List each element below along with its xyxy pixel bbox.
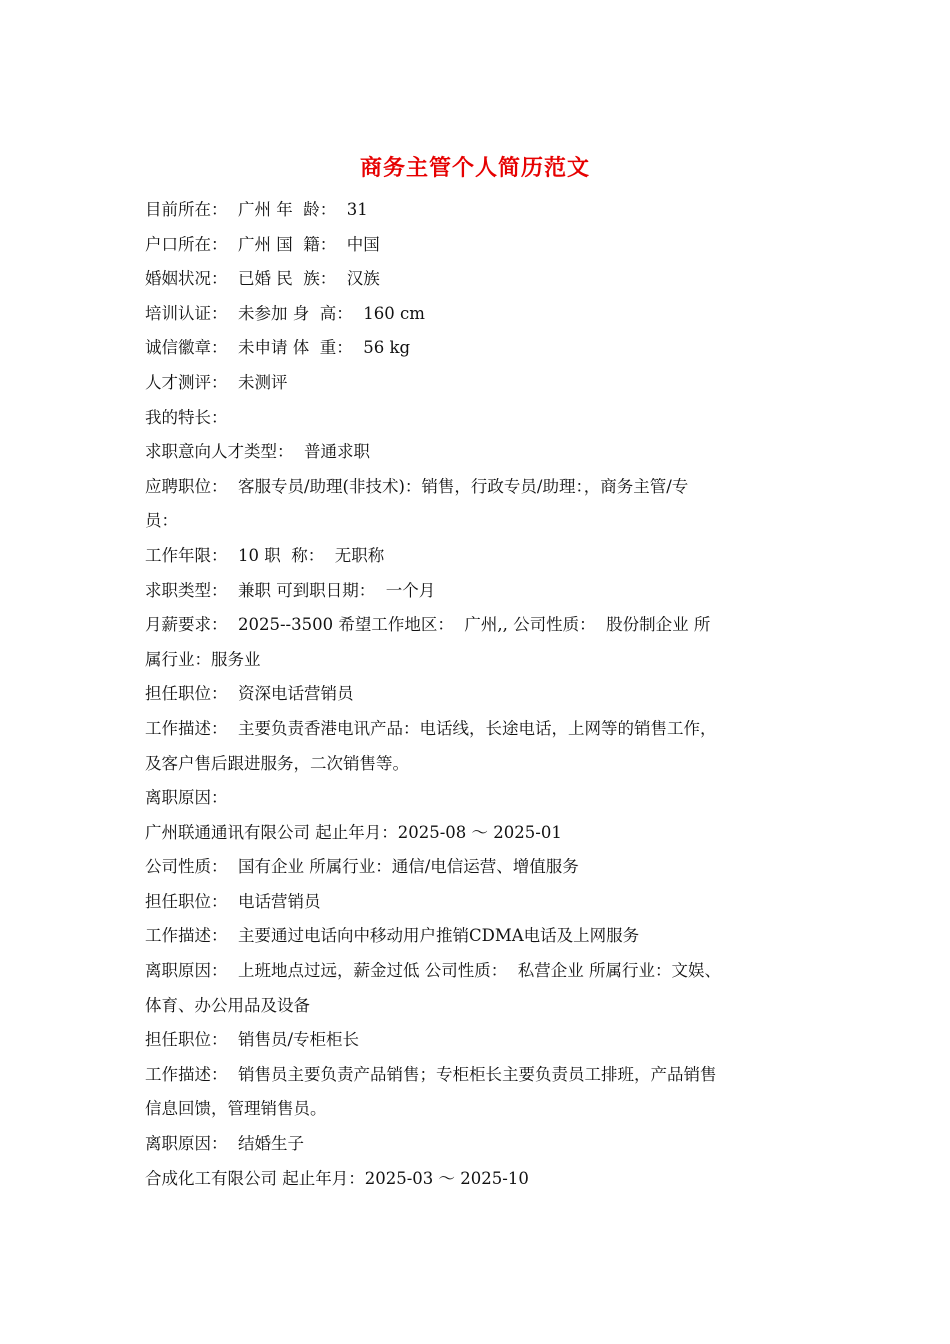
line-job-intention-type: 求职意向人才类型： 普通求职 bbox=[145, 442, 370, 462]
line-integrity-badge: 诚信徽章： 未申请 体 重： 56 kg bbox=[145, 338, 411, 358]
line-leave-reason-2: 离职原因： 上班地点过远，薪金过低 公司性质： 私营企业 所属行业：文娱、 bbox=[145, 961, 721, 981]
line-leave-reason-1: 离职原因： bbox=[145, 788, 228, 808]
line-position-2: 担任职位： 电话营销员 bbox=[145, 891, 321, 911]
line-work-years: 工作年限： 10 职 称： 无职称 bbox=[145, 545, 385, 565]
line-leave-reason-2-cont: 体育、办公用品及设备 bbox=[145, 995, 310, 1015]
line-leave-reason-3: 离职原因： 结婚生子 bbox=[145, 1134, 304, 1154]
line-company-chemical: 合成化工有限公司 起止年月：2025-03 ～ 2025-10 bbox=[145, 1168, 529, 1188]
line-household-registration: 户口所在： 广州 国 籍： 中国 bbox=[145, 234, 380, 254]
line-talent-assessment: 人才测评： 未测评 bbox=[145, 372, 288, 392]
line-salary-requirement: 月薪要求： 2025--3500 希望工作地区： 广州,, 公司性质： 股份制企业 所 bbox=[145, 615, 711, 635]
line-job-description-3: 工作描述： 销售员主要负责产品销售；专柜柜长主要负责员工排班，产品销售 bbox=[145, 1064, 717, 1084]
line-marital-status: 婚姻状况： 已婚 民 族： 汉族 bbox=[145, 269, 380, 289]
line-my-specialties: 我的特长： bbox=[145, 407, 228, 427]
line-current-location: 目前所在： 广州 年 龄： 31 bbox=[145, 200, 368, 219]
line-job-description-2: 工作描述： 主要通过电话向中移动用户推销CDMA电话及上网服务 bbox=[145, 926, 640, 946]
line-industry: 属行业：服务业 bbox=[145, 649, 261, 669]
line-job-description-1-cont: 及客户售后跟进服务，二次销售等。 bbox=[145, 753, 409, 773]
line-job-description-3-cont: 信息回馈，管理销售员。 bbox=[145, 1099, 327, 1119]
line-company-nature-2: 公司性质： 国有企业 所属行业：通信/电信运营、增值服务 bbox=[145, 857, 579, 877]
line-job-description-1: 工作描述： 主要负责香港电讯产品：电话线，长途电话，上网等的销售工作， bbox=[145, 718, 717, 738]
resume-body bbox=[145, 193, 810, 1196]
line-applied-positions-cont: 员： bbox=[145, 511, 178, 531]
line-position-3: 担任职位： 销售员/专柜柜长 bbox=[145, 1030, 360, 1050]
line-position-1: 担任职位： 资深电话营销员 bbox=[145, 684, 354, 704]
line-training-certification: 培训认证： 未参加 身 高： 160 cm bbox=[145, 303, 425, 323]
document-title: 商务主管个人简历范文 bbox=[359, 155, 590, 181]
line-company-unicom: 广州联通通讯有限公司 起止年月：2025-08 ～ 2025-01 bbox=[145, 822, 562, 842]
line-job-type: 求职类型： 兼职 可到职日期： 一个月 bbox=[145, 580, 436, 600]
line-applied-positions: 应聘职位： 客服专员/助理(非技术)：销售，行政专员/助理：，商务主管/专 bbox=[145, 476, 689, 496]
